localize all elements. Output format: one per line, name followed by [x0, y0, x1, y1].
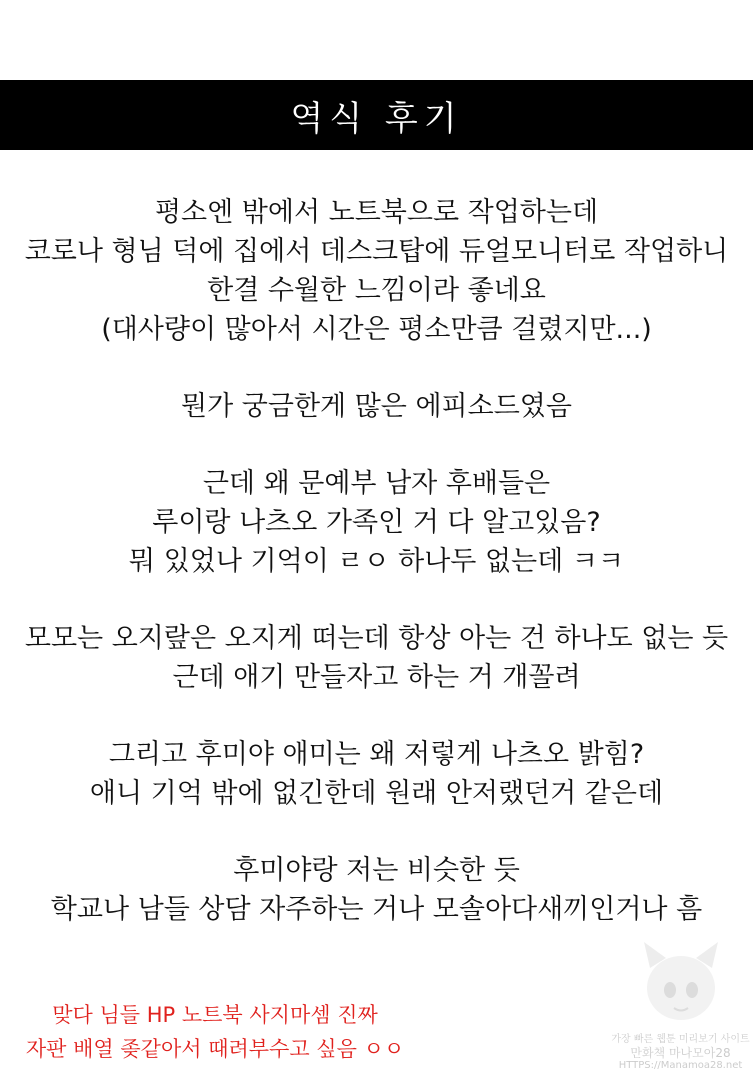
paragraph: [0, 851, 753, 929]
text-line: 루이랑 나츠오 가족인 거 다 알고있음?: [152, 507, 601, 538]
header-bar: [0, 80, 753, 150]
paragraph: [0, 619, 753, 697]
watermark-line: 가장 빠른 웹툰 미리보기 사이트: [611, 1034, 750, 1045]
mascot-icon: [636, 938, 726, 1030]
text-line: (대사량이 많아서 시간은 평소만큼 걸렸지만...): [101, 314, 652, 345]
translator-notes: [0, 193, 753, 967]
text-line: 학교나 남들 상담 자주하는 거나 모솔아다새끼인거나 흠: [50, 894, 703, 925]
text-line: 후미야랑 저는 비슷한 듯: [233, 855, 520, 886]
text-line: 애니 기억 밖에 없긴한데 원래 안저랬던거 같은데: [89, 778, 664, 809]
paragraph: [0, 387, 753, 426]
text-line: 모모는 오지랖은 오지게 떠는데 항상 아는 건 하나도 없는 듯: [24, 623, 729, 654]
paragraph: [0, 464, 753, 581]
red-note: [0, 998, 430, 1066]
watermark: [608, 938, 753, 1080]
text-line: 한결 수월한 느낌이라 좋네요: [207, 275, 546, 306]
text-line: 뭐 있었나 기억이 ㄹㅇ 하나두 없는데 ㅋㅋ: [129, 546, 624, 577]
text-line: 근데 애기 만들자고 하는 거 개꼴려: [172, 662, 581, 693]
note-line: 자판 배열 좆같아서 때려부수고 싶음 ㅇㅇ: [25, 1037, 405, 1061]
text-line: 뭔가 궁금한게 많은 에피소드였음: [181, 391, 572, 422]
text-line: 코로나 형님 덕에 집에서 데스크탑에 듀얼모니터로 작업하니: [24, 236, 729, 267]
paragraph: [0, 193, 753, 349]
text-line: 근데 왜 문예부 남자 후배들은: [202, 468, 551, 499]
note-line: 맞다 님들 HP 노트북 사지마셈 진짜: [52, 1003, 378, 1027]
text-line: 평소엔 밖에서 노트북으로 작업하는데: [154, 197, 599, 228]
watermark-line: HTTPS://Manamoa28.net: [618, 1060, 743, 1071]
paragraph: [0, 735, 753, 813]
header-title: 역식 후기: [290, 98, 463, 139]
watermark-line: 만화책 마나모아28: [630, 1046, 731, 1060]
text-line: 그리고 후미야 애미는 왜 저렇게 나츠오 밝힘?: [108, 739, 645, 770]
